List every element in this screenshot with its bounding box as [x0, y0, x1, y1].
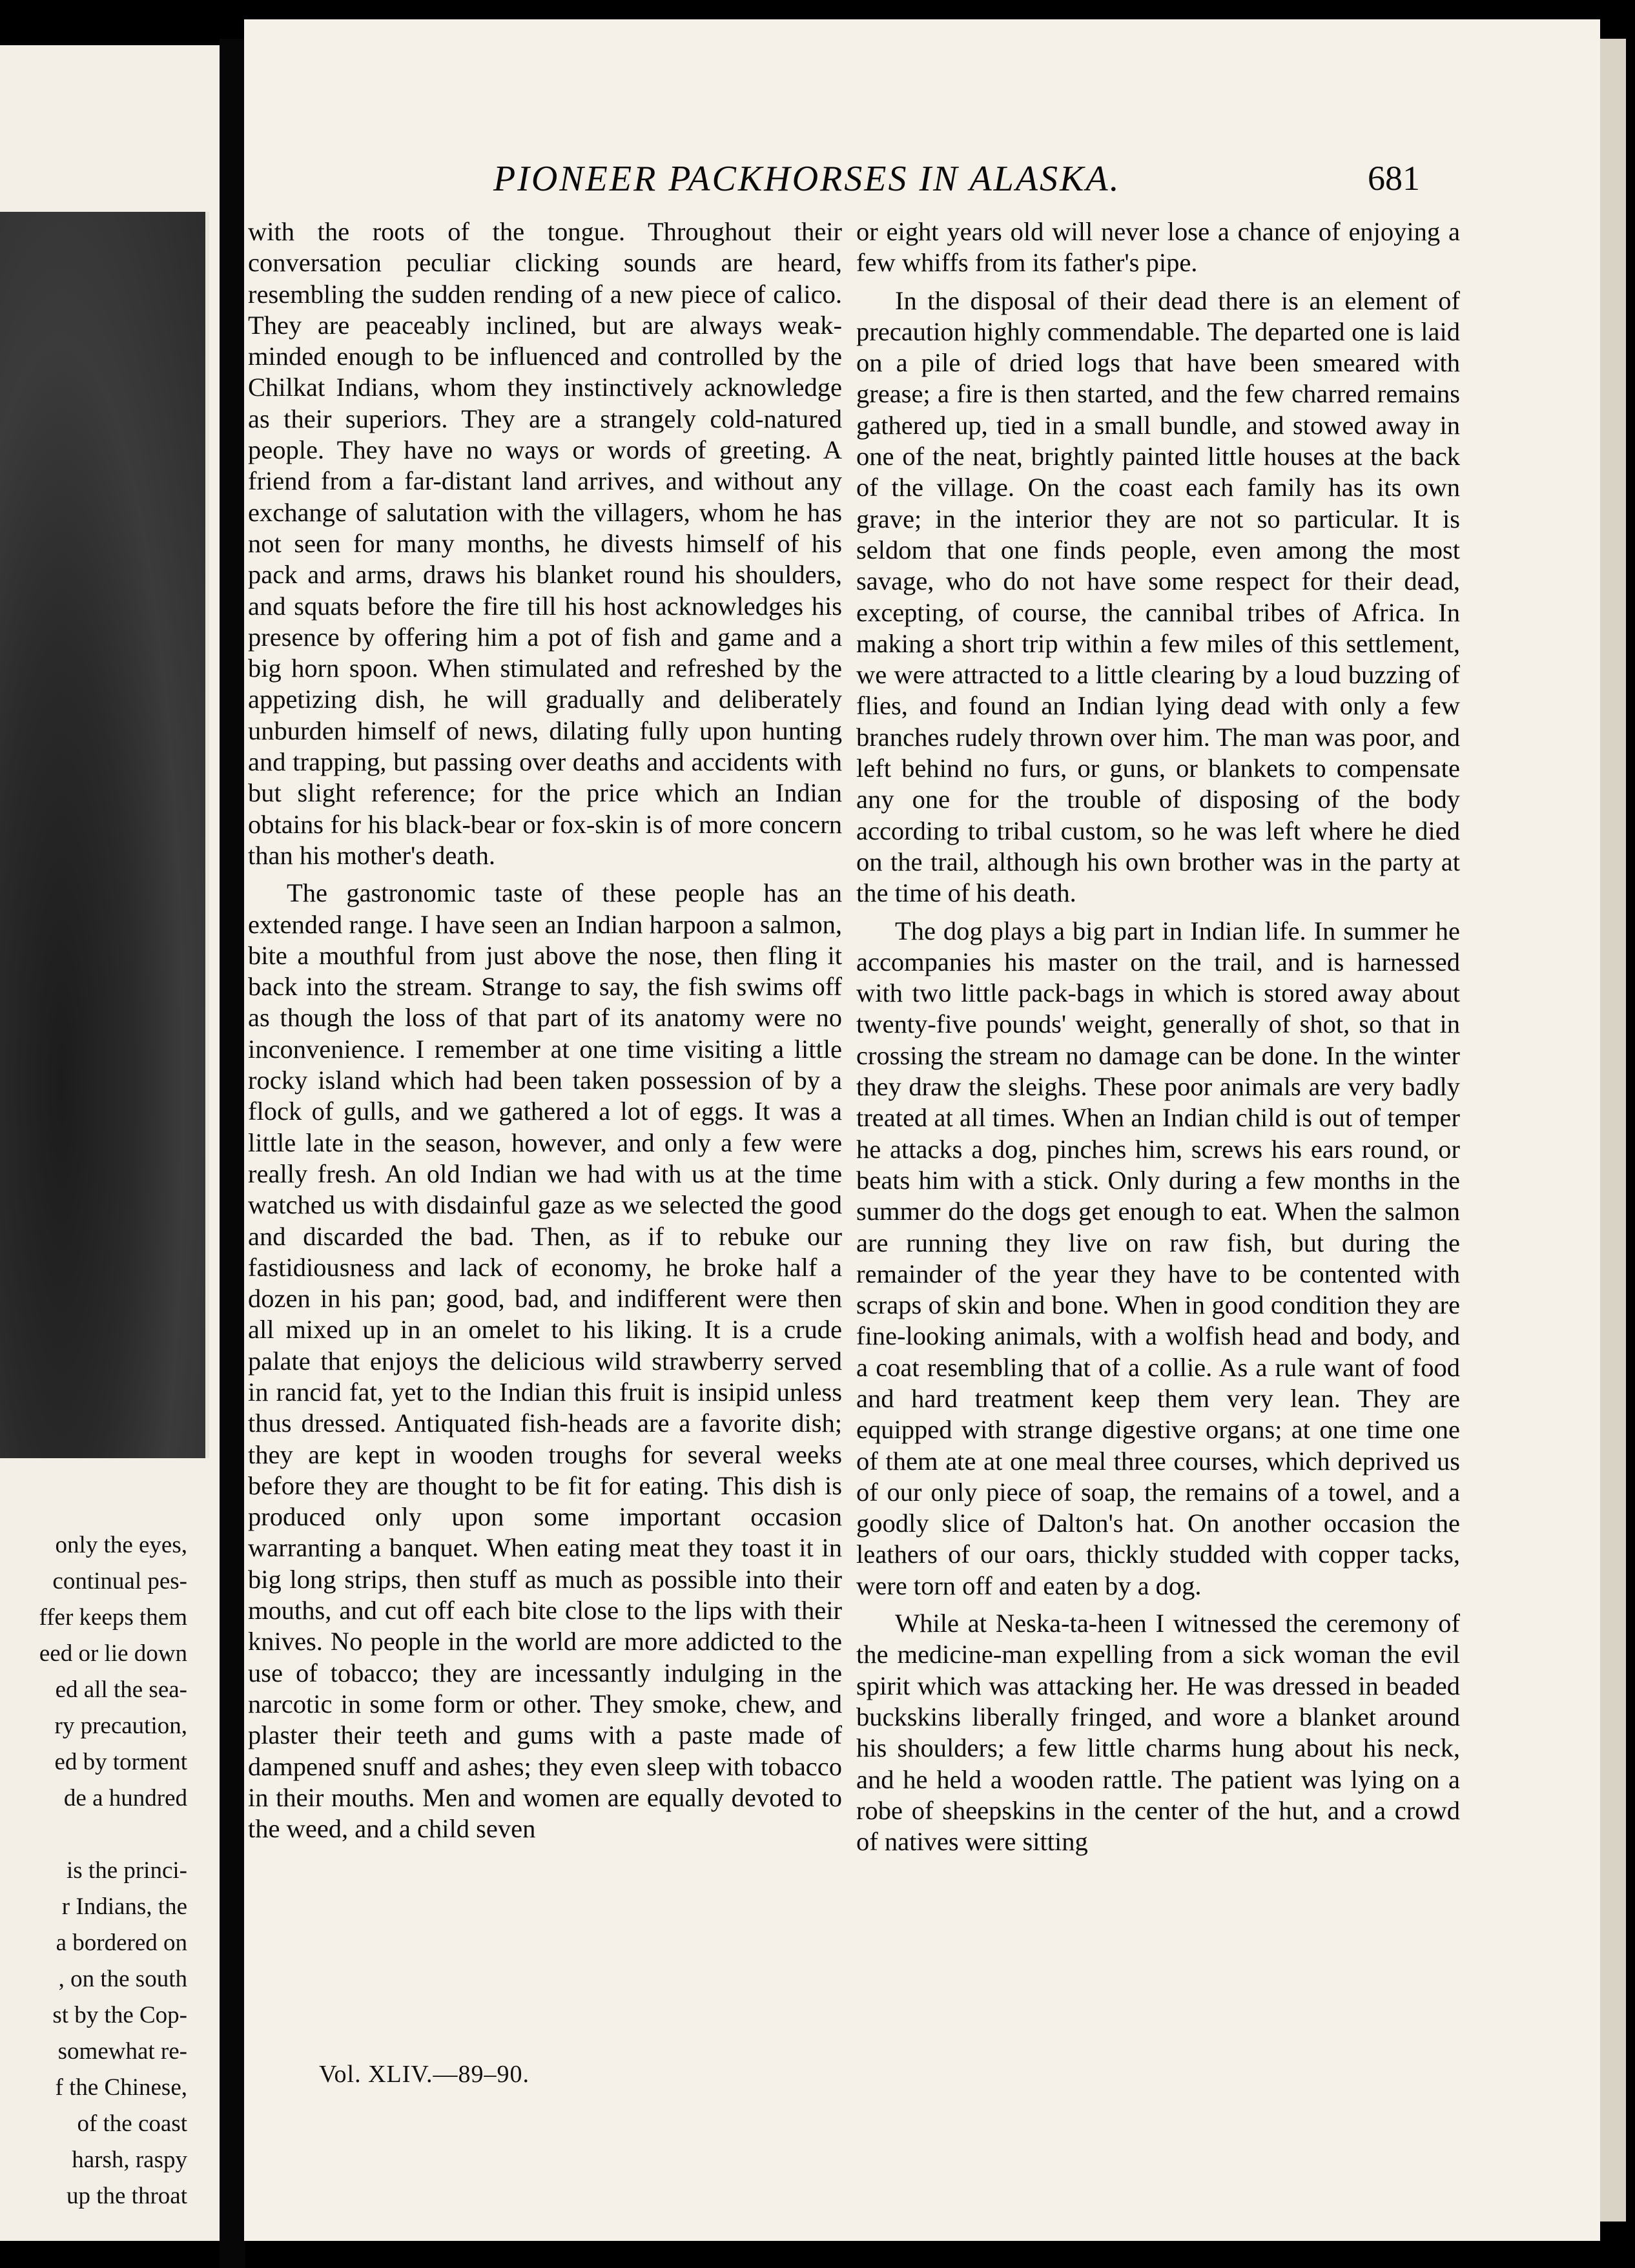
text-column-left: [244, 216, 842, 1844]
paragraph: The gastronomic taste of these people has an extended range. I have seen an Indian harpoon a salmon, bite a mouthful from just above the nose, then fling it back into the stream. Strange to say, the fish swims off as though the loss of that part of its anatomy were no inconvenience. I remember at one time visiting a little rocky island which had been taken possession of by a flock of gulls, and we gathered a lot of eggs. It was a little late in the season, however, and only a few were really fresh. An old Indian we had with us at the time watched us with disdainful gaze as we selected the good and discarded the bad. Then, as if to rebuke our fastidiousness and lack of economy, he broke half a dozen in his pan; good, bad, and indifferent were then all mixed up in an omelet to his liking. It is a crude palate that enjoys the delicious wild strawberry served in rancid fat, yet to the Indian this fruit is insipid unless thus dressed. Antiquated fish-heads are a favorite dish; they are kept in wooden troughs for several weeks before they are thought to be fit for eating. This dish is produced only upon some important occasion warranting a banquet. When eating meat they toast it in big long strips, then stuff as much as possible into their mouths, and cut off each bite close to the lips with their knives. No people in the world are more addicted to the use of tobacco; they are incessantly indulging in the narcotic in some form or other. They smoke, chew, and plaster their teeth and gums with a paste made of dampened snuff and ashes; they even sleep with tobacco in their mouths. Men and women are equally devoted to the weed, and a child seven: [248, 878, 842, 1844]
page-number: 681: [1368, 159, 1420, 198]
adjacent-page-text: [0, 1527, 187, 2214]
paragraph: or eight years old will never lose a chance of enjoying a few whiffs from its father's pipe.: [856, 217, 1460, 278]
running-title: PIONEER PACKHORSES IN ALASKA.: [493, 159, 1121, 199]
page-header: [244, 158, 1600, 203]
signature-mark: Vol. XLIV.—89–90.: [319, 2061, 530, 2088]
book-gutter: [220, 39, 245, 2268]
book-page: [244, 19, 1600, 2241]
adjacent-line: f the Chinese,: [55, 2074, 187, 2101]
adjacent-line: ffer keeps them: [39, 1604, 187, 1631]
adjacent-line: [0, 1817, 187, 1853]
adjacent-line: r Indians, the: [61, 1893, 187, 1920]
adjacent-line: is the princi-: [66, 1857, 187, 1884]
adjacent-line: a bordered on: [56, 1930, 187, 1956]
adjacent-line: of the coast: [77, 2110, 187, 2137]
text-column-right: [856, 216, 1460, 1857]
adjacent-line: only the eyes,: [55, 1532, 187, 1558]
adjacent-line: continual pes-: [52, 1568, 187, 1594]
adjacent-line: ry precaution,: [54, 1713, 187, 1739]
adjacent-line: eed or lie down: [39, 1640, 187, 1667]
adjacent-line: up the throat: [66, 2183, 187, 2209]
adjacent-line: de a hundred: [63, 1785, 187, 1811]
adjacent-line: ed all the sea-: [55, 1676, 187, 1703]
page-edge: [1600, 39, 1626, 2222]
paragraph: with the roots of the tongue. Throughout their conversation peculiar clicking sounds are heard, resembling the sudden rending of a new piece of calico. They are peaceably inclined, but are always weak-minded enough to be influenced and controlled by the Chilkat Indians, whom they instinctively acknowledge as their superiors. They are a strangely cold-natured people. They have no ways or words of greeting. A friend from a far-distant land arrives, and without any exchange of salutation with the villagers, whom he has not seen for many months, he divests himself of his pack and arms, draws his blanket round his shoulders, and squats before the fire till his host acknowledges his presence by offering him a pot of fish and game and a big horn spoon. When stimulated and refreshed by the appetizing dish, he will gradually and deliberately unburden himself of news, dilating fully upon hunting and trapping, but passing over deaths and accidents with but slight reference; for the price which an Indian obtains for his black-bear or fox-skin is of more concern than his mother's death.: [248, 217, 842, 870]
paragraph: While at Neska-ta-heen I witnessed the ceremony of the medicine-man expelling from a sick woman the evil spirit which was attacking her. He was dressed in beaded buckskins liberally fringed, and wore a blanket around his shoulders; a few little charms hung about his neck, and he held a wooden rattle. The patient was lying on a robe of sheepskins in the center of the hut, and a crowd of natives were sitting: [856, 1609, 1460, 1857]
adjacent-page: [0, 45, 232, 2241]
adjacent-line: harsh, raspy: [72, 2147, 187, 2173]
paragraph: In the disposal of their dead there is an element of precaution highly commendable. The departed one is laid on a pile of dried logs that have been smeared with grease; a fire is then started, and the few charred remains gathered up, tied in a small bundle, and stowed away in one of the neat, brightly painted little houses at the back of the village. On the coast each family has its own grave; in the interior they are not so particular. It is seldom that one finds people, even among the most savage, who do not have some respect for their dead, excepting, of course, the cannibal tribes of Africa. In making a short trip within a few miles of this settlement, we were attracted to a little clearing by a loud buzzing of flies, and found an Indian lying dead with only a few branches rudely thrown over him. The man was poor, and left behind no furs, or guns, or blankets to compensate any one for the trouble of disposing of the body according to tribal custom, so he was left where he died on the trail, although his own brother was in the party at the time of his death.: [856, 285, 1460, 908]
paragraph: The dog plays a big part in Indian life. In summer he accompanies his master on the trail, and is harnessed with two little pack-bags in which is stored away about twenty-five pounds' weight, generally of shot, so that in crossing the stream no damage can be done. In the winter they draw the sleighs. These poor animals are very badly treated at all times. When an Indian child is out of temper he attacks a dog, pinches him, screws his ears round, or beats him with a stick. Only during a few months in the summer do the dogs get enough to eat. When the salmon are running they live on raw fish, but during the remainder of the year they have to be contented with scraps of skin and bone. When in good condition they are fine-looking animals, with a wolfish head and body, and a coat resembling that of a collie. As a rule want of food and hard treatment keep them very lean. They are equipped with strange digestive organs; at one time one of them ate at one meal three courses, which deprived us of our only piece of soap, the remains of a towel, and a goodly slice of Dalton's hat. On another occasion the leathers of our oars, thickly studded with copper tacks, were torn off and eaten by a dog.: [856, 916, 1460, 1600]
adjacent-line: ed by torment: [54, 1749, 187, 1775]
adjacent-line: , on the south: [58, 1966, 187, 1992]
adjacent-line: st by the Cop-: [52, 2002, 187, 2028]
adjacent-illustration: [0, 212, 209, 1458]
adjacent-line: somewhat re-: [57, 2038, 187, 2065]
